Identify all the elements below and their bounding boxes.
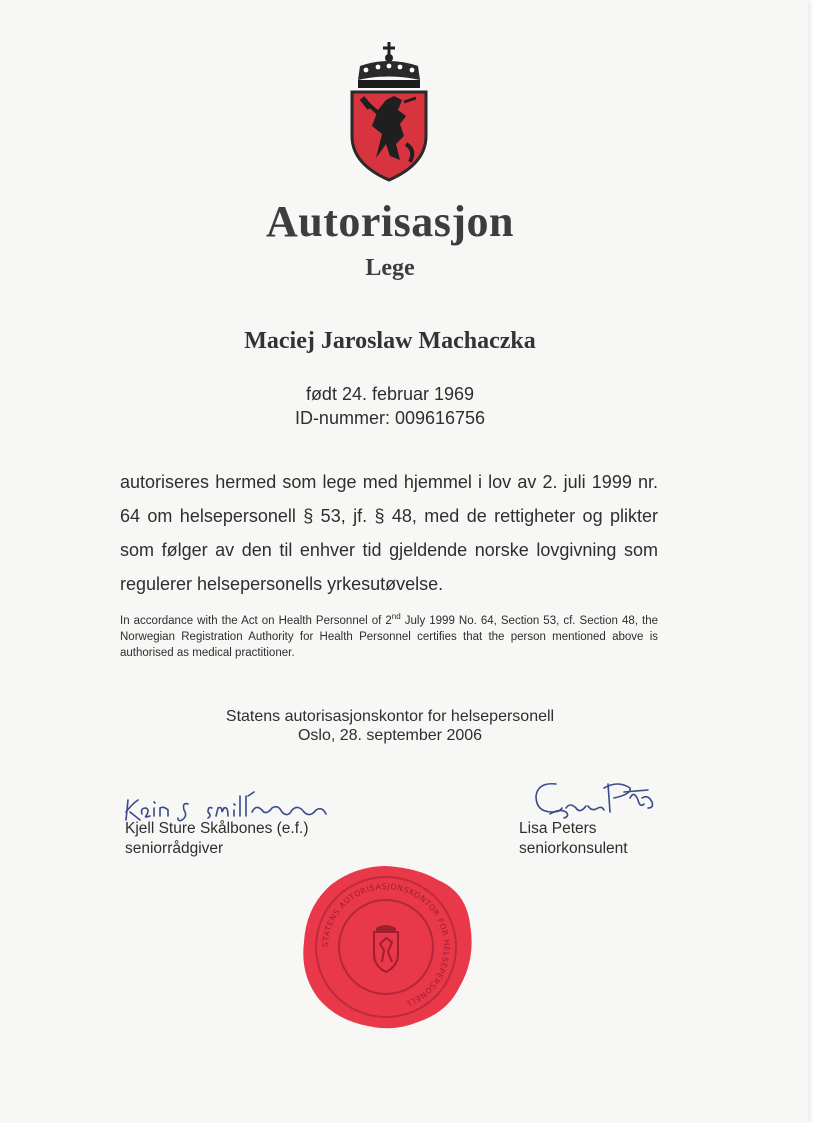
issuing-office: Statens autorisasjonskontor for helsepersonell [225,708,555,725]
english-text-part1: In accordance with the Act on Health Personnel of 2 [120,615,392,627]
document-subtitle: Lege [365,255,415,281]
svg-text:STATENS AUTORISASJONSKONTOR FO: STATENS AUTORISASJONSKONTOR FOR HELSEPERSONELL [320,881,452,1009]
signer-right-title: seniorkonsulent [519,840,628,857]
signer-right-name: Lisa Peters [519,820,597,837]
birth-date: født 24. februar 1969 [305,384,475,404]
signature-right [530,778,660,824]
document-title: Autorisasjon [265,197,515,246]
english-text-part2: July 1999 No. 64, Section 53, cf. Section 48, the Norwegian Registration Authority for Health Personnel certifies that the person mentioned above is authorised as medical practitioner. [120,615,658,659]
place-and-date: Oslo, 28. september 2006 [297,727,483,744]
signer-left-title: seniorrådgiver [125,840,224,857]
authorisation-text-norwegian: autoriseres hermed som lege med hjemmel i lov av 2. juli 1999 nr. 64 om helsepersonell § 53, jf. § 48, med de rettigheter og plikter som følger av den til enhver tid gjeldende norske lovgivning som regulerer helsepersonells yrkesutøvelse. [120,472,658,594]
authorisation-text-english [120,613,658,661]
id-number: ID-nummer: 009616756 [294,408,486,428]
wax-seal-icon [298,862,474,1032]
holder-name: Maciej Jaroslaw Machaczka [244,328,536,354]
signer-left-name: Kjell Sture Skålbones (e.f.) [125,820,309,837]
signature-left [122,790,342,824]
english-text-ordinal: nd [391,612,401,622]
norwegian-coat-of-arms-icon [346,40,432,182]
